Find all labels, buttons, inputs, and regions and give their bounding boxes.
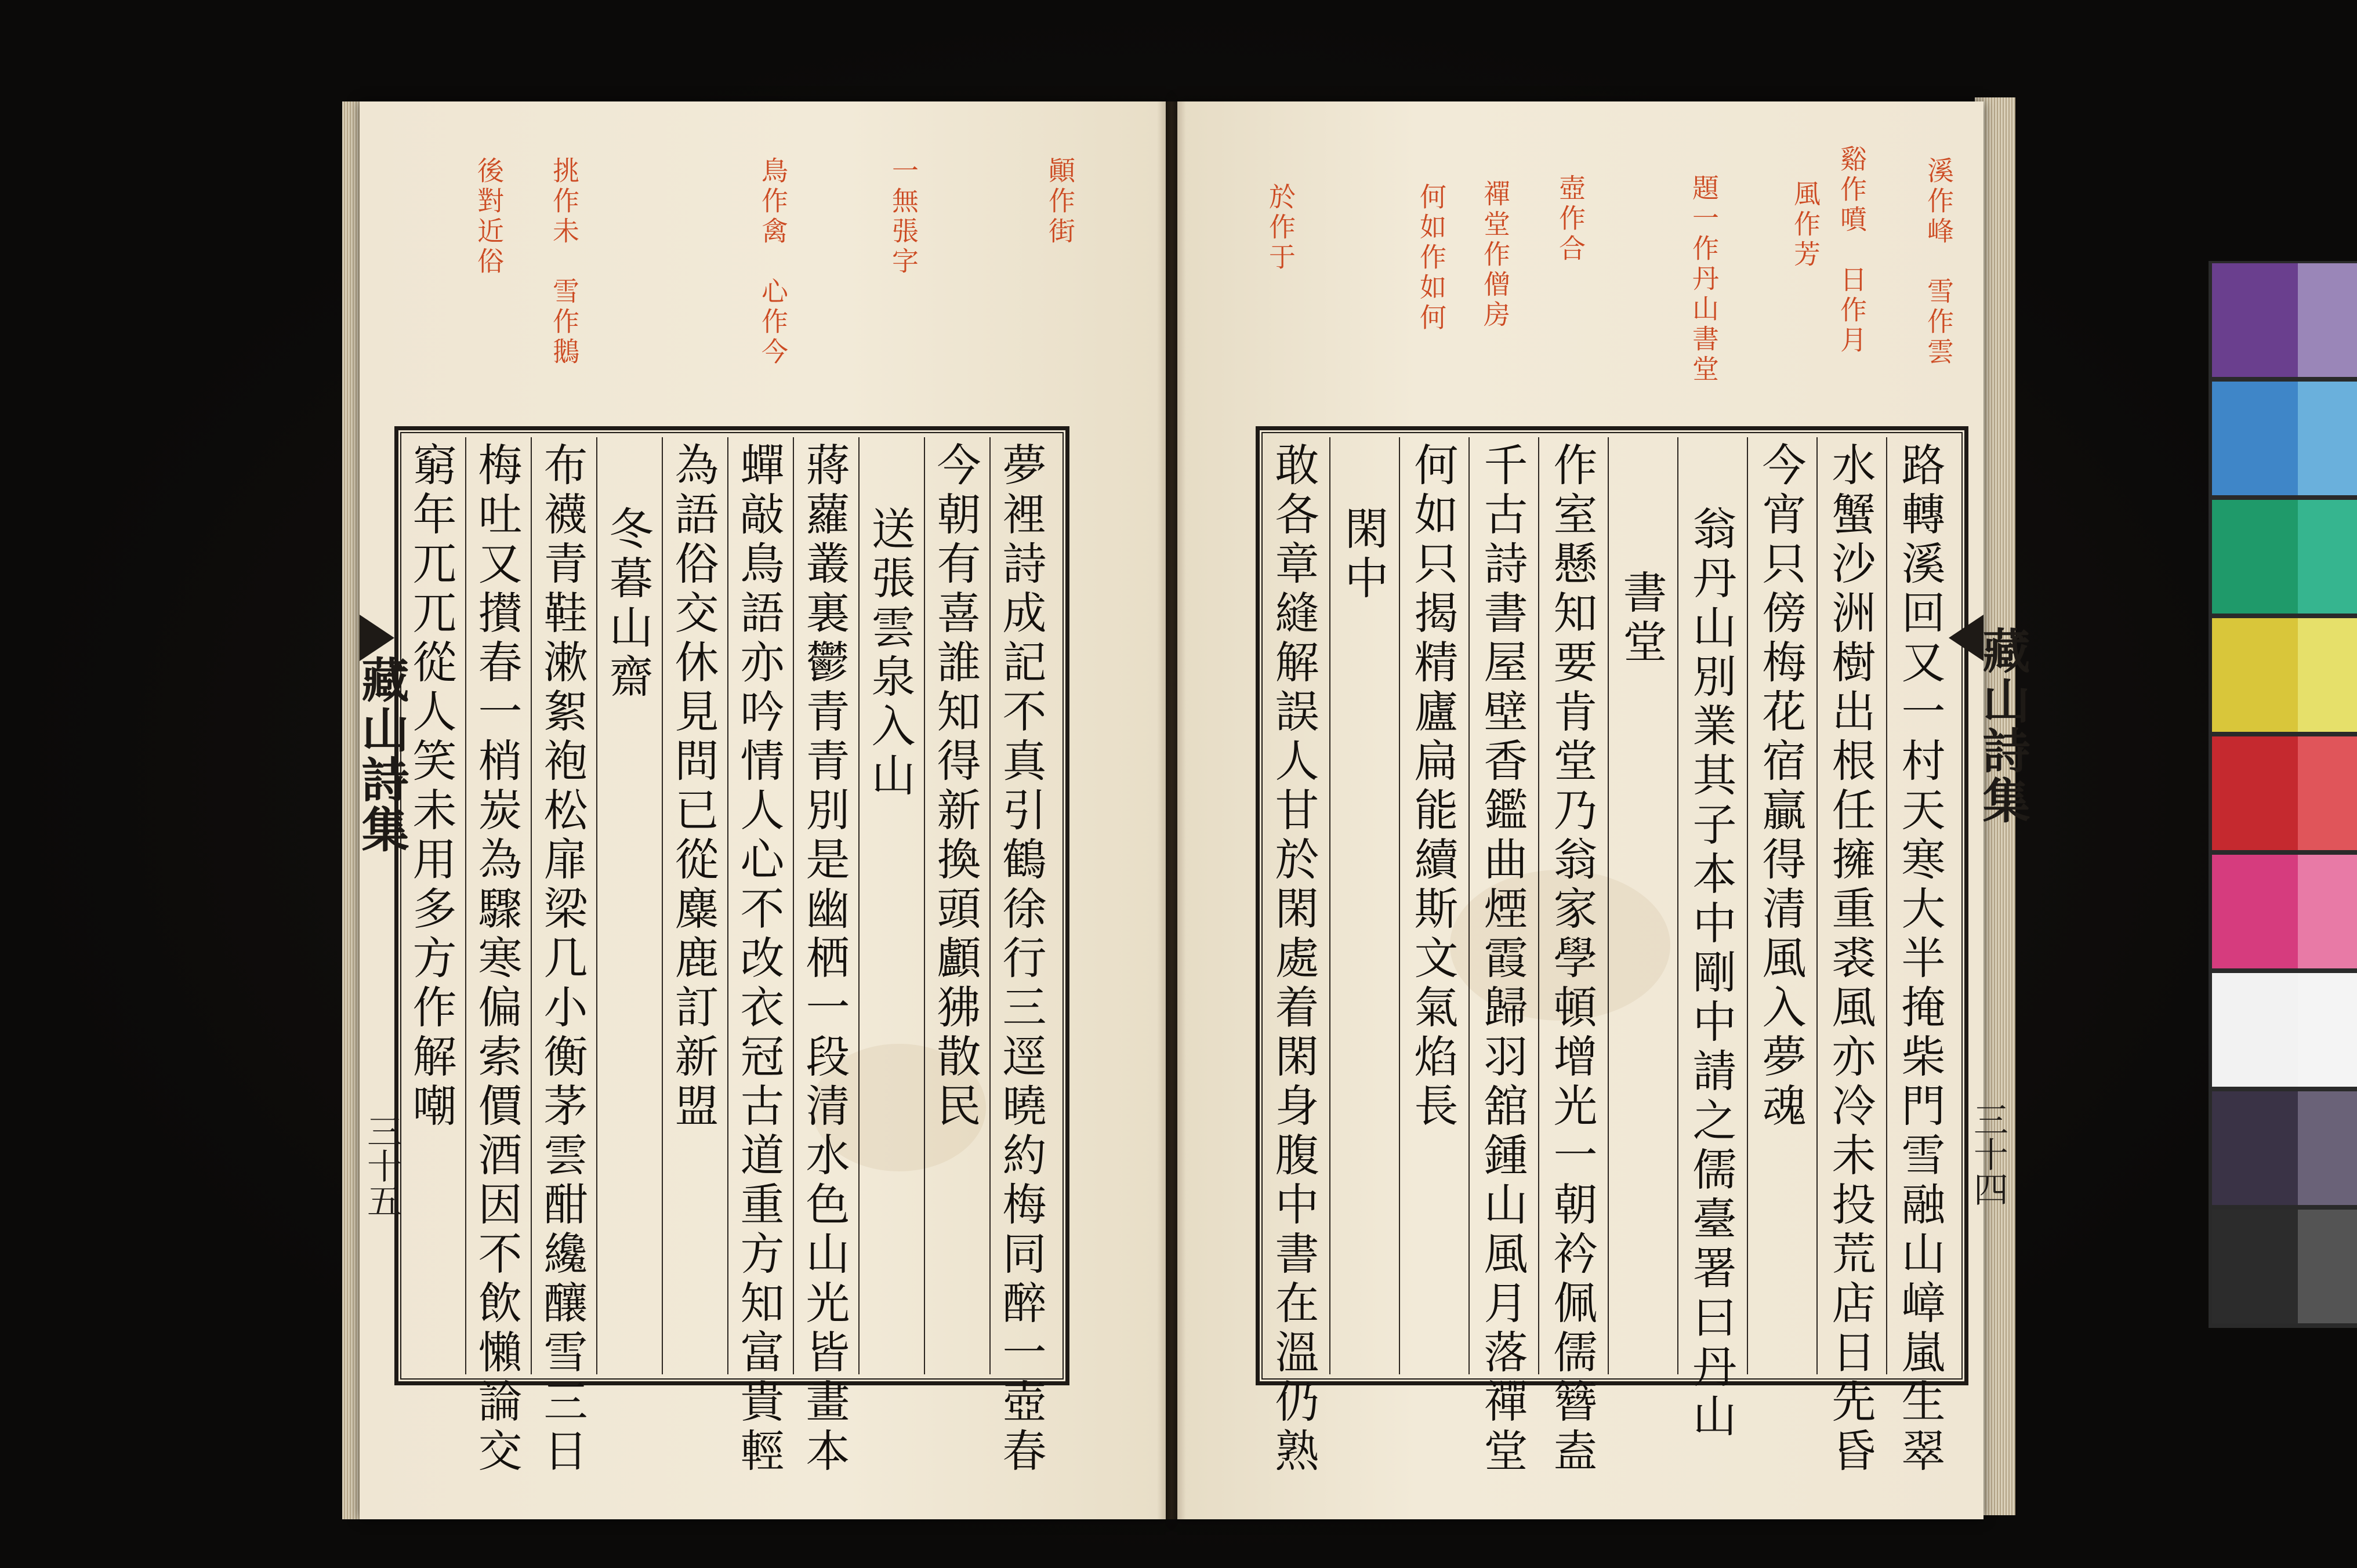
column-rule [1816, 437, 1818, 1374]
red-note: 谿作噴 日作月 [1836, 145, 1868, 356]
color-swatch [2298, 263, 2357, 377]
red-note: 後對近俗 [473, 157, 505, 277]
text-column: 作室懸知要肯堂乃翁家學頓增光一朝衿佩儒簪盍 [1546, 442, 1598, 1477]
poem-title: 冬暮山齋 [602, 506, 654, 703]
column-rule [465, 437, 466, 1374]
text-column: 路轉溪回又一村天寒大半掩柴門雪融山嶂嵐生翠 [1894, 442, 1946, 1477]
color-swatch [2298, 382, 2357, 495]
red-note: 一無張字 [888, 157, 919, 277]
column-rule [1886, 437, 1887, 1374]
poem-title: 翁丹山別業其子本中剛中請之儒臺署曰丹山 [1685, 506, 1737, 1442]
column-rule [858, 437, 860, 1374]
column-rule [1747, 437, 1748, 1374]
red-note: 何如作如何 [1416, 183, 1447, 333]
text-column: 為語俗交休見問已從麋鹿訂新盟 [668, 442, 719, 1132]
column-rule [596, 437, 597, 1374]
text-column: 蟬敲鳥語亦吟情人心不改衣冠古道重方知富貴輕 [733, 442, 785, 1477]
left-text-frame [394, 426, 1069, 1477]
red-note: 於作于 [1265, 183, 1296, 273]
column-rule [1399, 437, 1400, 1374]
text-column: 水蟹沙洲樹出根任擁重裘風亦冷未投荒店日先昏 [1825, 442, 1876, 1477]
column-rule [1538, 437, 1539, 1374]
color-swatch [2298, 500, 2357, 614]
color-swatch [2298, 618, 2357, 732]
column-rule [662, 437, 663, 1374]
column-rule [1608, 437, 1609, 1374]
color-swatch [2212, 1210, 2298, 1323]
color-swatch [2212, 263, 2298, 377]
column-rule [989, 437, 991, 1374]
column-rule [1329, 437, 1330, 1374]
text-column: 夢裡詩成記不真引鶴徐行三逕曉約梅同醉一壺春 [995, 442, 1047, 1477]
red-note: 挑作未 雪作鵝 [549, 157, 580, 368]
left-margin-title: 藏山詩集 [354, 655, 409, 855]
text-column: 窮年兀兀從人笑未用多方作解嘲 [405, 442, 457, 1132]
poem-title: 閑中 [1337, 506, 1389, 604]
color-calibration-chart [2209, 261, 2357, 1328]
text-column: 何如只揭精廬扁能續斯文氣焰長 [1407, 442, 1459, 1132]
color-swatch [2212, 736, 2298, 850]
color-swatch [2212, 855, 2298, 968]
text-column: 布襪青鞋漱絮袍松扉梁几小衡茅雲酣纔釀雪三日 [536, 442, 588, 1477]
poem-title: 書堂 [1616, 569, 1667, 668]
text-column: 梅吐又攅春一梢炭為驟寒偏索價酒因不飲懶論交 [471, 442, 523, 1477]
red-note: 壺作合 [1555, 174, 1586, 264]
fold-mark-left [360, 615, 394, 661]
red-note: 溪作峰 雪作雲 [1923, 157, 1955, 368]
red-note: 題一作丹山書堂 [1688, 174, 1720, 385]
color-swatch [2298, 973, 2357, 1087]
color-swatch [2212, 1091, 2298, 1205]
red-note: 鳥作禽 心作今 [757, 157, 789, 368]
right-margin-title: 藏山詩集 [1975, 626, 2030, 826]
color-swatch [2298, 736, 2357, 850]
text-column: 敢各章縫解誤人甘於閑處着閑身腹中書在溫仍熟 [1268, 442, 1319, 1477]
right-page-number: 三十四 [1968, 1102, 2008, 1206]
color-swatch [2212, 500, 2298, 614]
color-swatch [2212, 618, 2298, 732]
red-note: 風作芳 [1790, 180, 1821, 270]
color-swatch [2298, 855, 2357, 968]
column-rule [531, 437, 532, 1374]
color-swatch [2298, 1210, 2357, 1323]
column-rule [1468, 437, 1470, 1374]
left-page-number: 三十五 [361, 1113, 402, 1218]
column-rule [727, 437, 728, 1374]
color-swatch [2298, 1091, 2357, 1205]
book-gutter [1157, 101, 1186, 1519]
column-rule [793, 437, 794, 1374]
color-swatch [2212, 382, 2298, 495]
red-note: 顚作街 [1045, 157, 1076, 247]
text-column: 今朝有喜誰知得新換頭顱狒散民 [930, 442, 981, 1132]
text-column: 今宵只傍梅花宿贏得清風入夢魂 [1755, 442, 1807, 1132]
red-note: 禪堂作僧房 [1480, 180, 1511, 331]
poem-title: 送張雲泉入山 [864, 506, 916, 801]
color-swatch [2212, 973, 2298, 1087]
column-rule [1677, 437, 1678, 1374]
text-column: 千古詩書屋壁香鑑曲煙霞歸羽舘鍾山風月落禪堂 [1477, 442, 1528, 1477]
column-rule [924, 437, 925, 1374]
right-text-frame [1256, 426, 1968, 1477]
text-column: 蔣蘿叢裏鬱青青別是幽栖一段清水色山光皆畫本 [799, 442, 850, 1477]
